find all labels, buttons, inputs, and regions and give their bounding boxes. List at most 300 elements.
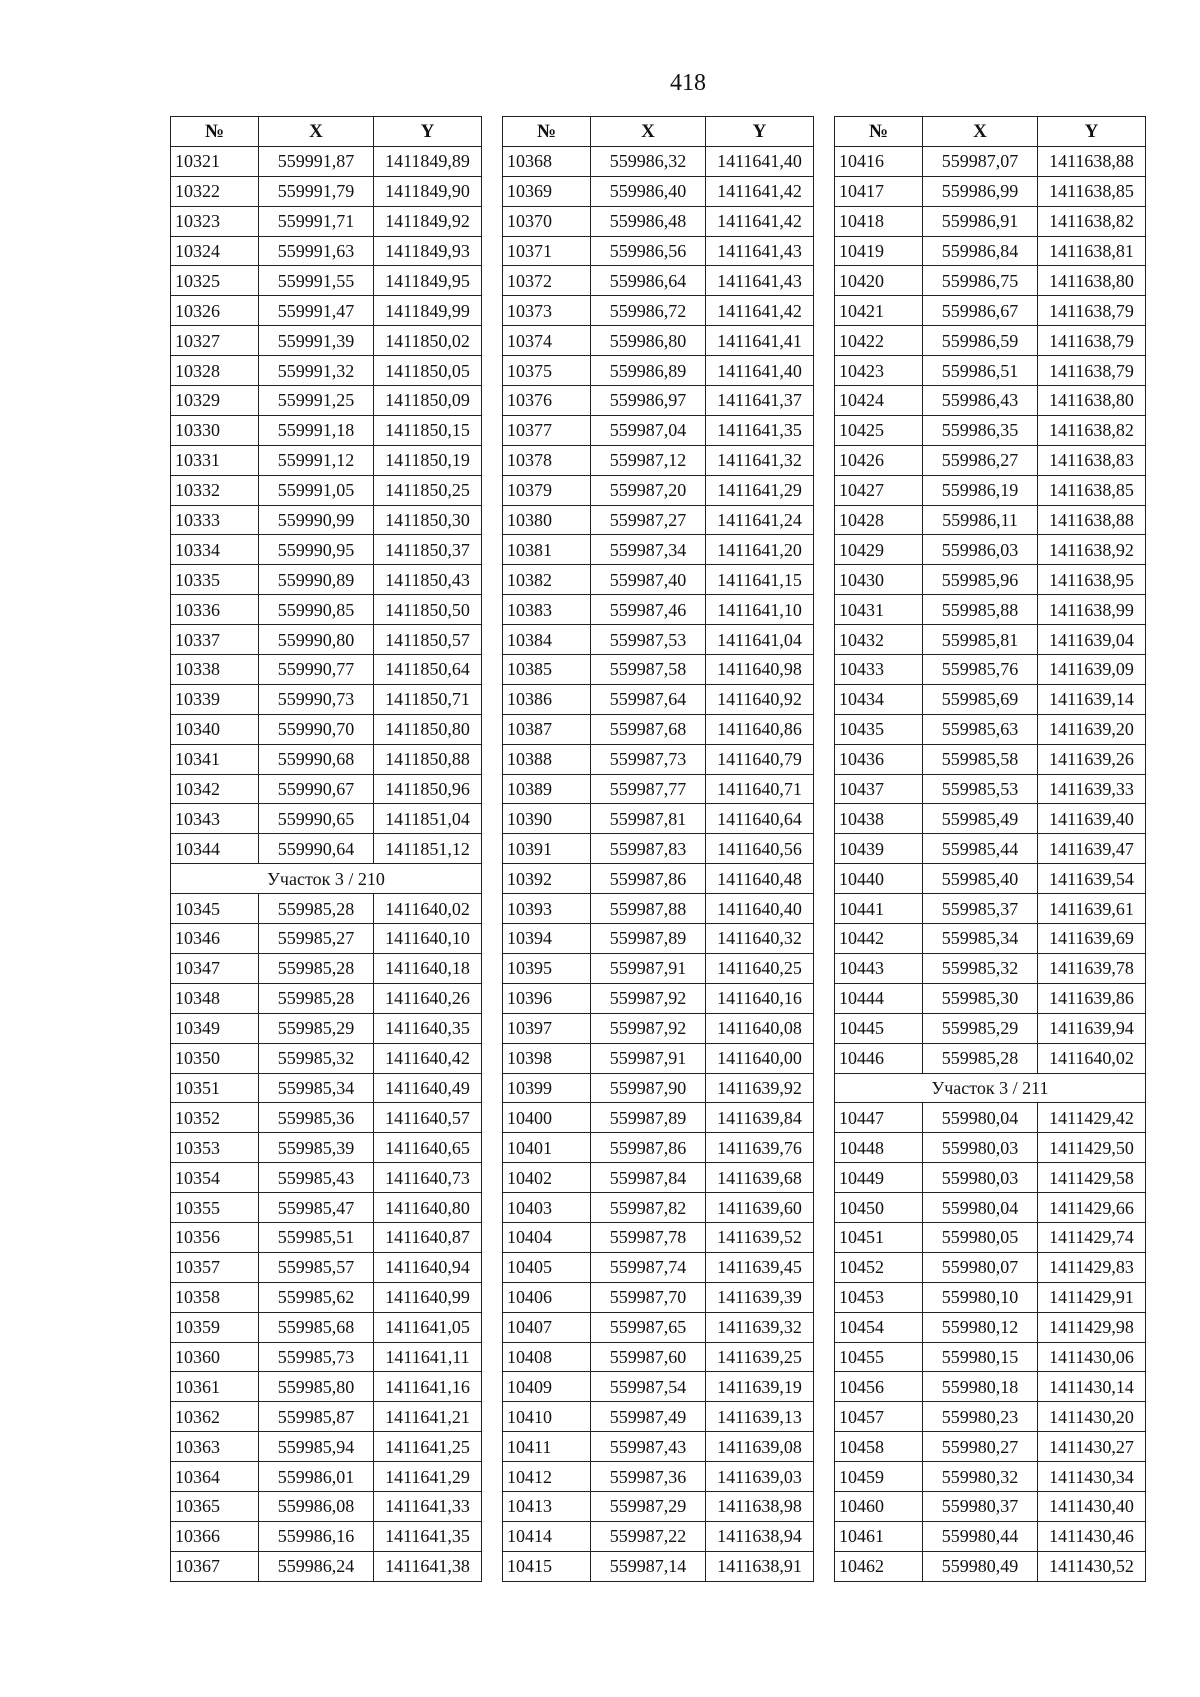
y-coordinate-cell: 1411641,35 xyxy=(374,1521,482,1551)
y-coordinate-cell: 1411849,89 xyxy=(374,146,482,176)
table-row xyxy=(171,1043,482,1073)
table-row xyxy=(503,714,814,744)
point-number-cell: 10326 xyxy=(171,296,259,326)
y-coordinate-cell: 1411641,35 xyxy=(706,415,814,445)
table-row xyxy=(503,655,814,685)
point-number-cell: 10435 xyxy=(835,714,923,744)
x-coordinate-cell: 559986,89 xyxy=(591,356,706,386)
table-row xyxy=(503,1402,814,1432)
table-row xyxy=(835,714,1146,744)
point-number-cell: 10322 xyxy=(171,176,259,206)
x-coordinate-cell: 559987,43 xyxy=(591,1432,706,1462)
point-number-cell: 10439 xyxy=(835,834,923,864)
y-coordinate-cell: 1411639,13 xyxy=(706,1402,814,1432)
x-coordinate-cell: 559987,86 xyxy=(591,864,706,894)
x-coordinate-cell: 559985,37 xyxy=(923,894,1038,924)
table-row xyxy=(171,505,482,535)
x-coordinate-cell: 559985,32 xyxy=(259,1043,374,1073)
point-number-cell: 10328 xyxy=(171,356,259,386)
x-coordinate-cell: 559985,62 xyxy=(259,1282,374,1312)
table-row xyxy=(171,1222,482,1252)
y-coordinate-cell: 1411849,95 xyxy=(374,266,482,296)
table-row xyxy=(503,565,814,595)
point-number-cell: 10384 xyxy=(503,625,591,655)
table-row xyxy=(503,595,814,625)
point-number-cell: 10372 xyxy=(503,266,591,296)
y-coordinate-cell: 1411641,24 xyxy=(706,505,814,535)
table-row xyxy=(835,475,1146,505)
point-number-cell: 10371 xyxy=(503,236,591,266)
x-coordinate-cell: 559985,80 xyxy=(259,1372,374,1402)
point-number-cell: 10458 xyxy=(835,1432,923,1462)
point-number-cell: 10338 xyxy=(171,655,259,685)
point-number-cell: 10350 xyxy=(171,1043,259,1073)
x-coordinate-cell: 559991,32 xyxy=(259,356,374,386)
x-coordinate-cell: 559980,27 xyxy=(923,1432,1038,1462)
point-number-cell: 10391 xyxy=(503,834,591,864)
table-row xyxy=(171,1402,482,1432)
x-coordinate-cell: 559986,97 xyxy=(591,386,706,416)
x-coordinate-cell: 559987,89 xyxy=(591,1103,706,1133)
table-row xyxy=(835,326,1146,356)
y-coordinate-cell: 1411639,86 xyxy=(1038,983,1146,1013)
x-coordinate-cell: 559985,53 xyxy=(923,774,1038,804)
table-row xyxy=(503,445,814,475)
y-coordinate-cell: 1411640,87 xyxy=(374,1222,482,1252)
table-row xyxy=(503,356,814,386)
table-row xyxy=(503,774,814,804)
table-body xyxy=(835,146,1146,1581)
table-row xyxy=(835,834,1146,864)
table-row xyxy=(171,953,482,983)
x-coordinate-cell: 559990,80 xyxy=(259,625,374,655)
table-row xyxy=(835,864,1146,894)
point-number-cell: 10358 xyxy=(171,1282,259,1312)
point-number-cell: 10409 xyxy=(503,1372,591,1402)
table-row xyxy=(503,804,814,834)
point-number-cell: 10398 xyxy=(503,1043,591,1073)
point-number-cell: 10408 xyxy=(503,1342,591,1372)
table-row xyxy=(503,1043,814,1073)
y-coordinate-cell: 1411640,00 xyxy=(706,1043,814,1073)
table-row xyxy=(171,1133,482,1163)
table-header-row xyxy=(503,117,814,147)
x-coordinate-cell: 559987,73 xyxy=(591,744,706,774)
y-coordinate-cell: 1411640,98 xyxy=(706,655,814,685)
x-coordinate-cell: 559987,60 xyxy=(591,1342,706,1372)
table-row xyxy=(171,834,482,864)
y-coordinate-cell: 1411640,26 xyxy=(374,983,482,1013)
x-coordinate-cell: 559991,63 xyxy=(259,236,374,266)
table-row xyxy=(835,983,1146,1013)
x-coordinate-cell: 559991,55 xyxy=(259,266,374,296)
table-row xyxy=(171,535,482,565)
table-row xyxy=(835,1193,1146,1223)
x-coordinate-cell: 559987,89 xyxy=(591,924,706,954)
point-number-cell: 10426 xyxy=(835,445,923,475)
y-coordinate-cell: 1411641,43 xyxy=(706,236,814,266)
y-coordinate-cell: 1411640,49 xyxy=(374,1073,482,1103)
y-coordinate-cell: 1411638,79 xyxy=(1038,356,1146,386)
y-coordinate-cell: 1411641,40 xyxy=(706,356,814,386)
x-coordinate-cell: 559985,94 xyxy=(259,1432,374,1462)
y-coordinate-cell: 1411640,16 xyxy=(706,983,814,1013)
table-row xyxy=(503,834,814,864)
x-coordinate-cell: 559991,71 xyxy=(259,206,374,236)
table-row xyxy=(171,774,482,804)
x-coordinate-cell: 559987,04 xyxy=(591,415,706,445)
table-row xyxy=(503,864,814,894)
y-coordinate-cell: 1411640,56 xyxy=(706,834,814,864)
y-coordinate-cell: 1411641,29 xyxy=(374,1462,482,1492)
point-number-cell: 10365 xyxy=(171,1491,259,1521)
table-row xyxy=(835,655,1146,685)
x-coordinate-cell: 559990,77 xyxy=(259,655,374,685)
y-coordinate-cell: 1411850,37 xyxy=(374,535,482,565)
point-number-cell: 10407 xyxy=(503,1312,591,1342)
y-coordinate-cell: 1411638,88 xyxy=(1038,146,1146,176)
table-row xyxy=(835,1103,1146,1133)
x-coordinate-cell: 559980,10 xyxy=(923,1282,1038,1312)
x-coordinate-cell: 559990,65 xyxy=(259,804,374,834)
point-number-cell: 10363 xyxy=(171,1432,259,1462)
point-number-cell: 10369 xyxy=(503,176,591,206)
y-coordinate-cell: 1411849,90 xyxy=(374,176,482,206)
x-coordinate-cell: 559990,85 xyxy=(259,595,374,625)
point-number-cell: 10416 xyxy=(835,146,923,176)
x-coordinate-cell: 559985,30 xyxy=(923,983,1038,1013)
x-coordinate-cell: 559991,05 xyxy=(259,475,374,505)
x-coordinate-cell: 559986,19 xyxy=(923,475,1038,505)
point-number-cell: 10457 xyxy=(835,1402,923,1432)
table-row xyxy=(835,1252,1146,1282)
point-number-cell: 10427 xyxy=(835,475,923,505)
x-coordinate-cell: 559985,63 xyxy=(923,714,1038,744)
table-row xyxy=(171,1282,482,1312)
table-row xyxy=(503,236,814,266)
table-row xyxy=(835,684,1146,714)
table-row xyxy=(503,146,814,176)
x-coordinate-cell: 559990,95 xyxy=(259,535,374,565)
point-number-cell: 10437 xyxy=(835,774,923,804)
x-coordinate-cell: 559986,51 xyxy=(923,356,1038,386)
point-number-cell: 10331 xyxy=(171,445,259,475)
point-number-cell: 10377 xyxy=(503,415,591,445)
coordinate-table-1 xyxy=(170,116,482,1582)
y-coordinate-cell: 1411639,61 xyxy=(1038,894,1146,924)
point-number-cell: 10341 xyxy=(171,744,259,774)
table-row xyxy=(171,445,482,475)
y-coordinate-cell: 1411641,42 xyxy=(706,176,814,206)
table-row xyxy=(171,1103,482,1133)
point-number-cell: 10356 xyxy=(171,1222,259,1252)
point-number-cell: 10418 xyxy=(835,206,923,236)
table-row xyxy=(171,176,482,206)
y-coordinate-cell: 1411850,80 xyxy=(374,714,482,744)
point-number-cell: 10444 xyxy=(835,983,923,1013)
x-coordinate-cell: 559987,68 xyxy=(591,714,706,744)
y-coordinate-cell: 1411850,88 xyxy=(374,744,482,774)
table-row xyxy=(503,1462,814,1492)
point-number-cell: 10337 xyxy=(171,625,259,655)
x-coordinate-cell: 559986,59 xyxy=(923,326,1038,356)
x-coordinate-cell: 559987,92 xyxy=(591,1013,706,1043)
x-coordinate-cell: 559985,28 xyxy=(923,1043,1038,1073)
x-coordinate-cell: 559985,36 xyxy=(259,1103,374,1133)
table-row xyxy=(503,1312,814,1342)
y-coordinate-cell: 1411641,42 xyxy=(706,206,814,236)
y-coordinate-cell: 1411429,83 xyxy=(1038,1252,1146,1282)
point-number-cell: 10395 xyxy=(503,953,591,983)
point-number-cell: 10352 xyxy=(171,1103,259,1133)
point-number-cell: 10390 xyxy=(503,804,591,834)
x-coordinate-cell: 559985,81 xyxy=(923,625,1038,655)
point-number-cell: 10359 xyxy=(171,1312,259,1342)
y-coordinate-cell: 1411640,08 xyxy=(706,1013,814,1043)
y-coordinate-cell: 1411430,14 xyxy=(1038,1372,1146,1402)
table-row xyxy=(171,804,482,834)
point-number-cell: 10401 xyxy=(503,1133,591,1163)
table-row xyxy=(171,386,482,416)
point-number-cell: 10425 xyxy=(835,415,923,445)
y-coordinate-cell: 1411640,18 xyxy=(374,953,482,983)
header-y: Y xyxy=(1038,117,1146,147)
table-row xyxy=(503,415,814,445)
point-number-cell: 10351 xyxy=(171,1073,259,1103)
point-number-cell: 10355 xyxy=(171,1193,259,1223)
y-coordinate-cell: 1411639,40 xyxy=(1038,804,1146,834)
x-coordinate-cell: 559991,12 xyxy=(259,445,374,475)
page-number: 418 xyxy=(670,70,706,96)
table-row xyxy=(503,296,814,326)
x-coordinate-cell: 559980,12 xyxy=(923,1312,1038,1342)
x-coordinate-cell: 559987,12 xyxy=(591,445,706,475)
table-row xyxy=(171,1372,482,1402)
table-row xyxy=(503,953,814,983)
x-coordinate-cell: 559985,40 xyxy=(923,864,1038,894)
table-row xyxy=(503,1342,814,1372)
y-coordinate-cell: 1411641,16 xyxy=(374,1372,482,1402)
y-coordinate-cell: 1411641,05 xyxy=(374,1312,482,1342)
point-number-cell: 10325 xyxy=(171,266,259,296)
x-coordinate-cell: 559980,03 xyxy=(923,1133,1038,1163)
point-number-cell: 10453 xyxy=(835,1282,923,1312)
table-row xyxy=(835,1372,1146,1402)
point-number-cell: 10402 xyxy=(503,1163,591,1193)
y-coordinate-cell: 1411850,05 xyxy=(374,356,482,386)
y-coordinate-cell: 1411639,32 xyxy=(706,1312,814,1342)
y-coordinate-cell: 1411640,35 xyxy=(374,1013,482,1043)
point-number-cell: 10415 xyxy=(503,1551,591,1581)
x-coordinate-cell: 559987,40 xyxy=(591,565,706,595)
table-row xyxy=(503,266,814,296)
y-coordinate-cell: 1411640,40 xyxy=(706,894,814,924)
y-coordinate-cell: 1411639,94 xyxy=(1038,1013,1146,1043)
y-coordinate-cell: 1411429,74 xyxy=(1038,1222,1146,1252)
x-coordinate-cell: 559990,64 xyxy=(259,834,374,864)
x-coordinate-cell: 559986,67 xyxy=(923,296,1038,326)
x-coordinate-cell: 559985,47 xyxy=(259,1193,374,1223)
y-coordinate-cell: 1411850,30 xyxy=(374,505,482,535)
y-coordinate-cell: 1411639,09 xyxy=(1038,655,1146,685)
point-number-cell: 10360 xyxy=(171,1342,259,1372)
x-coordinate-cell: 559986,64 xyxy=(591,266,706,296)
y-coordinate-cell: 1411639,84 xyxy=(706,1103,814,1133)
x-coordinate-cell: 559986,99 xyxy=(923,176,1038,206)
point-number-cell: 10438 xyxy=(835,804,923,834)
x-coordinate-cell: 559986,24 xyxy=(259,1551,374,1581)
table-row xyxy=(835,1462,1146,1492)
point-number-cell: 10324 xyxy=(171,236,259,266)
header-x: X xyxy=(259,117,374,147)
x-coordinate-cell: 559986,01 xyxy=(259,1462,374,1492)
x-coordinate-cell: 559986,48 xyxy=(591,206,706,236)
point-number-cell: 10433 xyxy=(835,655,923,685)
point-number-cell: 10410 xyxy=(503,1402,591,1432)
point-number-cell: 10421 xyxy=(835,296,923,326)
x-coordinate-cell: 559986,43 xyxy=(923,386,1038,416)
y-coordinate-cell: 1411640,57 xyxy=(374,1103,482,1133)
point-number-cell: 10348 xyxy=(171,983,259,1013)
y-coordinate-cell: 1411429,42 xyxy=(1038,1103,1146,1133)
section-title: Участок 3 / 211 xyxy=(835,1073,1146,1103)
table-row xyxy=(835,1163,1146,1193)
x-coordinate-cell: 559986,40 xyxy=(591,176,706,206)
point-number-cell: 10405 xyxy=(503,1252,591,1282)
point-number-cell: 10428 xyxy=(835,505,923,535)
x-coordinate-cell: 559990,73 xyxy=(259,684,374,714)
x-coordinate-cell: 559985,32 xyxy=(923,953,1038,983)
x-coordinate-cell: 559986,75 xyxy=(923,266,1038,296)
x-coordinate-cell: 559980,49 xyxy=(923,1551,1038,1581)
table-row xyxy=(171,1432,482,1462)
point-number-cell: 10344 xyxy=(171,834,259,864)
point-number-cell: 10370 xyxy=(503,206,591,236)
point-number-cell: 10419 xyxy=(835,236,923,266)
x-coordinate-cell: 559986,08 xyxy=(259,1491,374,1521)
table-row xyxy=(171,744,482,774)
table-row xyxy=(171,1551,482,1581)
point-number-cell: 10379 xyxy=(503,475,591,505)
table-row xyxy=(835,1551,1146,1581)
point-number-cell: 10424 xyxy=(835,386,923,416)
x-coordinate-cell: 559987,53 xyxy=(591,625,706,655)
point-number-cell: 10431 xyxy=(835,595,923,625)
x-coordinate-cell: 559991,39 xyxy=(259,326,374,356)
x-coordinate-cell: 559985,27 xyxy=(259,924,374,954)
section-title: Участок 3 / 210 xyxy=(171,864,482,894)
y-coordinate-cell: 1411638,83 xyxy=(1038,445,1146,475)
x-coordinate-cell: 559991,79 xyxy=(259,176,374,206)
x-coordinate-cell: 559987,91 xyxy=(591,953,706,983)
y-coordinate-cell: 1411638,99 xyxy=(1038,595,1146,625)
x-coordinate-cell: 559987,83 xyxy=(591,834,706,864)
y-coordinate-cell: 1411639,60 xyxy=(706,1193,814,1223)
point-number-cell: 10357 xyxy=(171,1252,259,1282)
table-row xyxy=(835,1222,1146,1252)
x-coordinate-cell: 559986,56 xyxy=(591,236,706,266)
y-coordinate-cell: 1411640,32 xyxy=(706,924,814,954)
x-coordinate-cell: 559991,25 xyxy=(259,386,374,416)
x-coordinate-cell: 559986,16 xyxy=(259,1521,374,1551)
point-number-cell: 10367 xyxy=(171,1551,259,1581)
y-coordinate-cell: 1411639,25 xyxy=(706,1342,814,1372)
y-coordinate-cell: 1411430,06 xyxy=(1038,1342,1146,1372)
point-number-cell: 10420 xyxy=(835,266,923,296)
table-row xyxy=(503,505,814,535)
point-number-cell: 10361 xyxy=(171,1372,259,1402)
table-row xyxy=(171,296,482,326)
table-row xyxy=(835,953,1146,983)
table-row xyxy=(835,1342,1146,1372)
y-coordinate-cell: 1411639,92 xyxy=(706,1073,814,1103)
table-row xyxy=(171,714,482,744)
x-coordinate-cell: 559987,65 xyxy=(591,1312,706,1342)
point-number-cell: 10335 xyxy=(171,565,259,595)
y-coordinate-cell: 1411640,71 xyxy=(706,774,814,804)
table-row xyxy=(835,206,1146,236)
table-row xyxy=(171,1193,482,1223)
y-coordinate-cell: 1411641,40 xyxy=(706,146,814,176)
y-coordinate-cell: 1411849,99 xyxy=(374,296,482,326)
point-number-cell: 10446 xyxy=(835,1043,923,1073)
x-coordinate-cell: 559986,84 xyxy=(923,236,1038,266)
x-coordinate-cell: 559986,32 xyxy=(591,146,706,176)
table-row xyxy=(503,1193,814,1223)
x-coordinate-cell: 559990,99 xyxy=(259,505,374,535)
point-number-cell: 10393 xyxy=(503,894,591,924)
point-number-cell: 10373 xyxy=(503,296,591,326)
y-coordinate-cell: 1411640,10 xyxy=(374,924,482,954)
table-row xyxy=(171,655,482,685)
y-coordinate-cell: 1411639,69 xyxy=(1038,924,1146,954)
x-coordinate-cell: 559980,15 xyxy=(923,1342,1038,1372)
table-row xyxy=(835,1402,1146,1432)
point-number-cell: 10342 xyxy=(171,774,259,804)
y-coordinate-cell: 1411639,33 xyxy=(1038,774,1146,804)
y-coordinate-cell: 1411850,02 xyxy=(374,326,482,356)
y-coordinate-cell: 1411429,66 xyxy=(1038,1193,1146,1223)
table-row xyxy=(171,983,482,1013)
point-number-cell: 10368 xyxy=(503,146,591,176)
point-number-cell: 10332 xyxy=(171,475,259,505)
table-row xyxy=(835,625,1146,655)
y-coordinate-cell: 1411640,64 xyxy=(706,804,814,834)
point-number-cell: 10434 xyxy=(835,684,923,714)
y-coordinate-cell: 1411638,80 xyxy=(1038,266,1146,296)
y-coordinate-cell: 1411639,03 xyxy=(706,1462,814,1492)
x-coordinate-cell: 559987,86 xyxy=(591,1133,706,1163)
y-coordinate-cell: 1411638,85 xyxy=(1038,475,1146,505)
point-number-cell: 10382 xyxy=(503,565,591,595)
point-number-cell: 10440 xyxy=(835,864,923,894)
y-coordinate-cell: 1411850,43 xyxy=(374,565,482,595)
header-num: № xyxy=(835,117,923,147)
table-row xyxy=(503,1103,814,1133)
x-coordinate-cell: 559985,69 xyxy=(923,684,1038,714)
y-coordinate-cell: 1411849,92 xyxy=(374,206,482,236)
table-row xyxy=(503,1432,814,1462)
table-row xyxy=(503,983,814,1013)
table-row xyxy=(503,1372,814,1402)
x-coordinate-cell: 559980,37 xyxy=(923,1491,1038,1521)
x-coordinate-cell: 559987,70 xyxy=(591,1282,706,1312)
point-number-cell: 10414 xyxy=(503,1521,591,1551)
point-number-cell: 10403 xyxy=(503,1193,591,1223)
x-coordinate-cell: 559987,82 xyxy=(591,1193,706,1223)
point-number-cell: 10460 xyxy=(835,1491,923,1521)
point-number-cell: 10323 xyxy=(171,206,259,236)
